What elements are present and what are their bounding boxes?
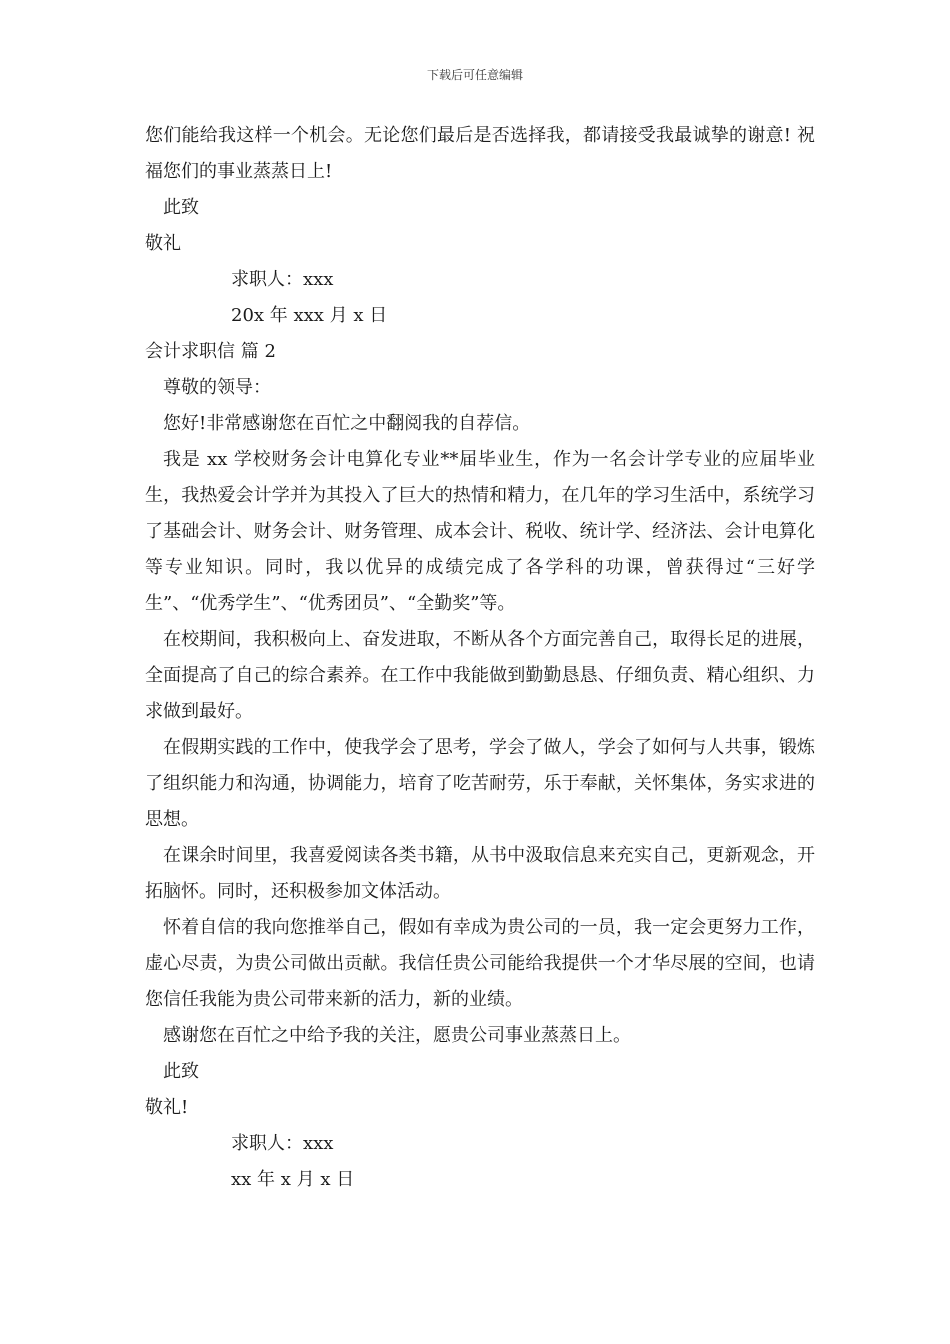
letter2-paragraph: 在课余时间里，我喜爱阅读各类书籍，从书中汲取信息来充实自己，更新观念，开拓脑怀。同时，还积极参加文体活动。 — [145, 845, 815, 902]
letter2-paragraph: 我是 xx 学校财务会计电算化专业**届毕业生，作为一名会计学专业的应届毕业生，我热爱会计学并为其投入了巨大的热情和精力，在几年的学习生活中，系统学习了基础会计、财务会计、财务管理、成本会计、税收、统计学、经济法、会计电算化等专业知识。同时，我以优异的成绩完成了各学科的功课，曾获得过“三好学生”、“优秀学生”、“优秀团员”、“全勤奖”等。 — [145, 449, 815, 614]
letter2-paragraph: 在假期实践的工作中，使我学会了思考，学会了做人，学会了如何与人共事，锻炼了组织能力和沟通，协调能力，培育了吃苦耐劳，乐于奉献，关怀集体，务实求进的思想。 — [145, 737, 815, 830]
letter2-salutation-1: 此致 — [163, 1061, 199, 1082]
letter2-salutation-2: 敬礼! — [145, 1097, 189, 1118]
letter2-greeting: 尊敬的领导： — [163, 377, 271, 398]
letter1-date: 20x 年 xxx 月 x 日 — [231, 305, 388, 326]
letter2-signature: 求职人：xxx — [231, 1133, 334, 1154]
letter2-paragraph: 感谢您在百忙之中给予我的关注，愿贵公司事业蒸蒸日上。 — [163, 1025, 631, 1046]
letter2-date: xx 年 x 月 x 日 — [231, 1169, 355, 1190]
letter1-closing-paragraph: 您们能给我这样一个机会。无论您们最后是否选择我，都请接受我最诚挚的谢意! 祝福您们的事业蒸蒸日上! — [145, 125, 815, 182]
letter2-paragraph: 在校期间，我积极向上、奋发进取，不断从各个方面完善自己，取得长足的进展，全面提高了自己的综合素养。在工作中我能做到勤勤恳恳、仔细负责、精心组织、力求做到最好。 — [145, 629, 815, 722]
letter1-signature: 求职人：xxx — [231, 269, 334, 290]
letter2-paragraph: 您好!非常感谢您在百忙之中翻阅我的自荐信。 — [163, 413, 531, 434]
letter2-paragraph: 怀着自信的我向您推举自己，假如有幸成为贵公司的一员，我一定会更努力工作，虚心尽责，为贵公司做出贡献。我信任贵公司能给我提供一个才华尽展的空间，也请您信任我能为贵公司带来新的活力，新的业绩。 — [145, 917, 815, 1010]
letter2-title: 会计求职信 篇 2 — [145, 341, 276, 362]
letter1-salutation-1: 此致 — [163, 197, 199, 218]
document-body — [145, 118, 815, 1198]
letter1-salutation-2: 敬礼 — [145, 233, 181, 254]
page-header-note: 下载后可任意编辑 — [426, 68, 523, 82]
